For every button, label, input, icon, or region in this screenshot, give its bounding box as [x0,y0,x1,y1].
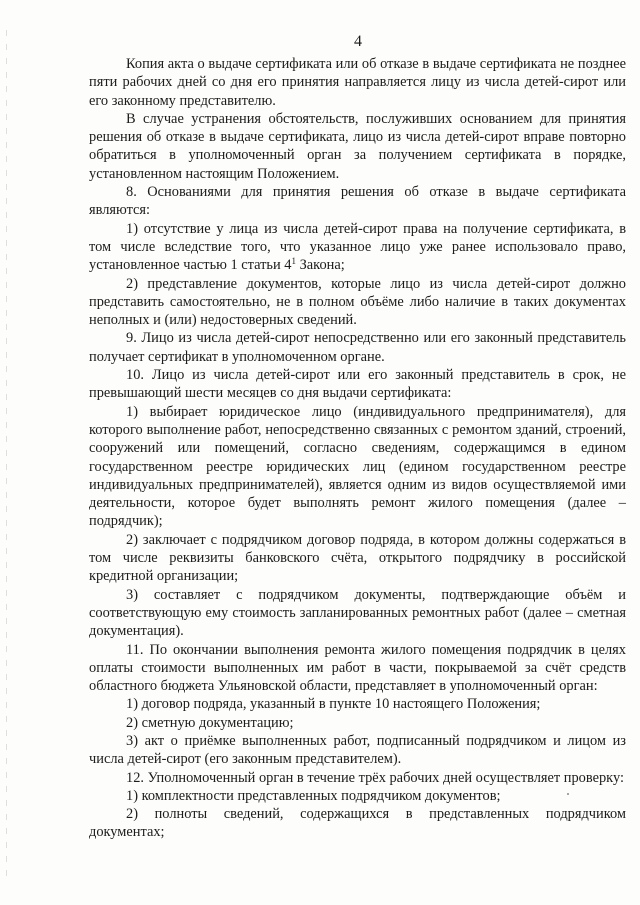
paragraph-8-item-1-text: 1) отсутствие у лица из числа детей-сирот права на получение сертификата, в том числе вследствие того, что указанное лицо уже ранее использовало право, установленное частью 1 статьи 4 [89,220,626,274]
paragraph-act-copy: Копия акта о выдаче сертификата или об отказе в выдаче сертификата не позднее пяти рабочих дней со дня его принятия направляется лицу из числа детей-сирот или его законному представителю. [89,56,626,109]
paragraph-12-item-2: 2) полноты сведений, содержащихся в представленных подрядчиком документах; [89,806,626,841]
scan-edge-marks [6,30,7,880]
page-number: 4 [354,33,362,50]
paragraph-11-item-3: 3) акт о приёмке выполненных работ, подписанный подрядчиком и лицом из числа детей-сирот (его законным представителем). [89,732,626,768]
paragraph-10-item-2: 2) заключает с подрядчиком договор подряда, в котором должны содержаться в том числе реквизиты банковского счёта, открытого подрядчику в российской кредитной организации; [89,531,626,585]
paragraph-12-item-1: 1) комплектности представленных подрядчиком документов; [126,787,501,804]
paragraph-11: 11. По окончании выполнения ремонта жилого помещения подрядчик в целях оплаты стоимости выполненных им работ в части, покрываемой за счёт средств областного бюджета Ульяновской области, представляет в уполномоченный орган: [89,641,626,695]
paragraph-10-item-3: 3) составляет с подрядчиком документы, подтверждающие объём и соответствующую ему стоимость запланированных ремонтных работ (далее – сметная документация). [89,586,626,640]
paragraph-11-item-1: 1) договор подряда, указанный в пункте 10 настоящего Положения; [126,696,541,713]
paragraph-repeat-application: В случае устранения обстоятельств, послуживших основанием для принятия решения об отказе в выдаче сертификата, лицо из числа детей-сирот вправе повторно обратиться в уполномоченный орган за получением сертификата в порядке, установленном настоящим Положением. [89,110,626,182]
scan-speck [567,793,569,795]
paragraph-12: 12. Уполномоченный орган в течение трёх рабочих дней осуществляет проверку: [126,769,624,786]
paragraph-8-refusal-grounds: 8. Основаниями для принятия решения об отказе в выдаче сертификата являются: [89,184,626,219]
document-body [89,55,626,842]
paragraph-8-item-1-tail: Закона; [295,257,345,274]
paragraph-11-item-2: 2) сметную документацию; [126,714,294,731]
paragraph-10-item-1: 1) выбирает юридическое лицо (индивидуального предпринимателя), для которого выполнение работ, непосредственно связанных с ремонтом зданий, строений, сооружений или помещений, согласно сведениям, содержащимся в едином государственном реестре юридических лиц (едином государственном реестре индивидуальных предпринимателей), является одним из видов осуществляемой ими деятельности, которое будет выполнять ремонт жилого помещения (далее – подрядчик); [89,403,626,530]
paragraph-10: 10. Лицо из числа детей-сирот или его законный представитель в срок, не превышающий шести месяцев со дня выдачи сертификата: [89,367,626,402]
paragraph-8-item-2: 2) представление документов, которые лицо из числа детей-сирот должно представить самостоятельно, не в полном объёме либо наличие в таких документах неполных и (или) недостоверных сведений. [89,275,626,329]
superscript-article: 1 [291,256,296,267]
paragraph-9: 9. Лицо из числа детей-сирот непосредственно или его законный представитель получает сертификат в уполномоченном органе. [89,330,626,365]
paragraph-8-item-1 [89,220,626,275]
